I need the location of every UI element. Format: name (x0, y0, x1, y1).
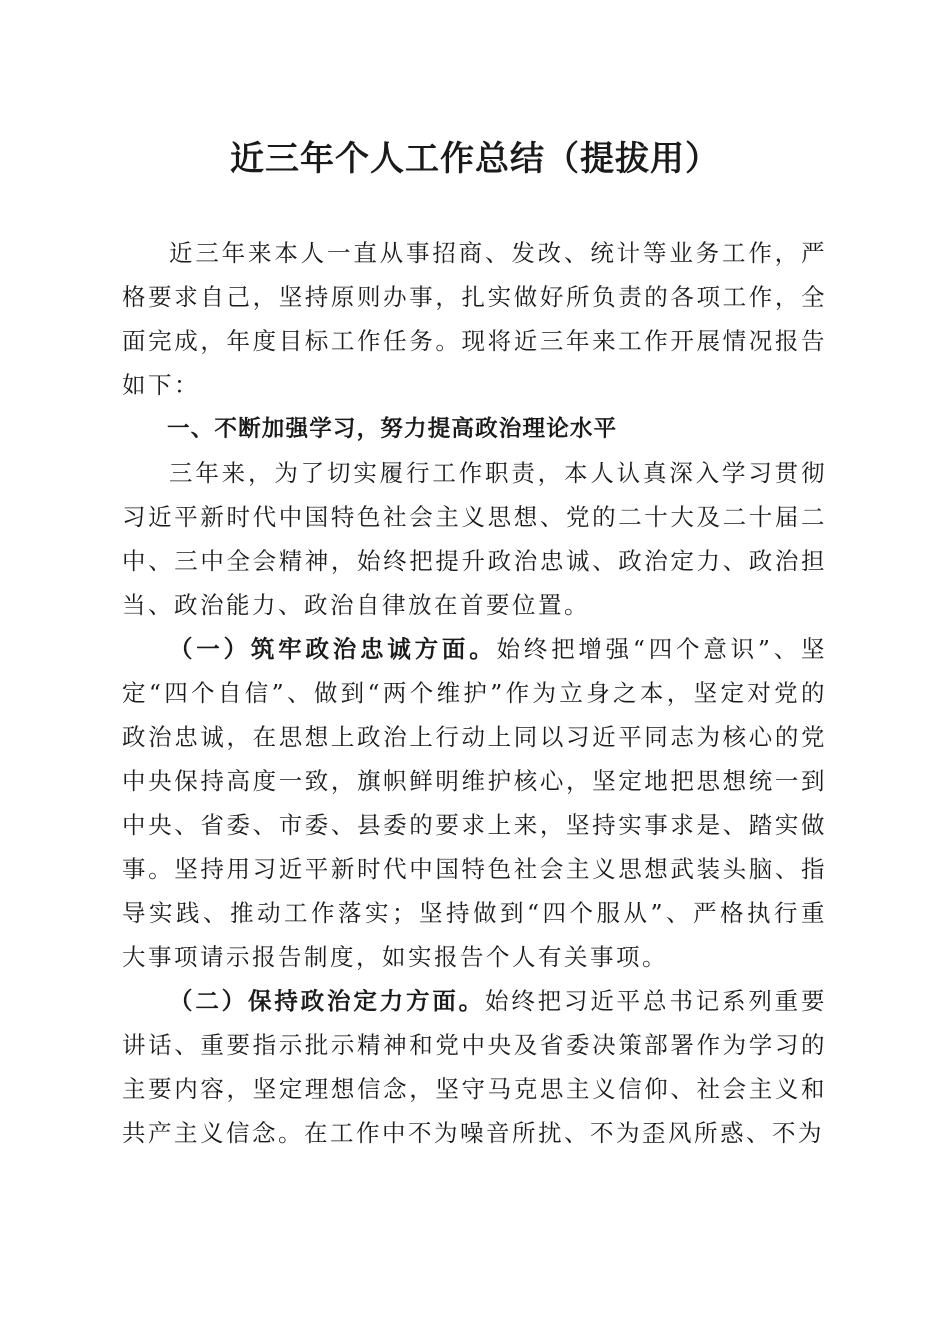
intro-paragraph: 近三年来本人一直从事招商、发改、统计等业务工作，严格要求自己，坚持原则办事，扎实做好所负责的各项工作，全面完成，年度目标工作任务。现将近三年来工作开展情况报告如下： (122, 239, 827, 399)
document-title: 近三年个人工作总结（提拔用） (230, 139, 720, 179)
subsection-paragraph-2 (122, 979, 827, 1155)
subsection-text-1: 始终把增强“四个意识”、坚定“四个自信”、做到“两个维护”作为立身之本，坚定对党的政治忠诚，在思想上政治上行动上同以习近平同志为核心的党中央保持高度一致，旗帜鲜明维护核心，坚定地把思想统一到中央、省委、市委、县委的要求上来，坚持实事求是、踏实做事。坚持用习近平新时代中国特色社会主义思想武装头脑、指导实践、推动工作落实；坚持做到“四个服从”、严格执行重大事项请示报告制度，如实报告个人有关事项。 (122, 635, 827, 971)
subsection-text-2: 始终把习近平总书记系列重要讲话、重要指示批示精神和党中央及省委决策部署作为学习的主要内容，坚定理想信念，坚守马克思主义信仰、社会主义和共产主义信念。在工作中不为噪音所扰、不为歪风所惑、不为 (122, 987, 827, 1147)
subsection-lead-2: （二）保持政治定力方面。 (169, 987, 485, 1015)
subsection-paragraph-1 (122, 627, 827, 979)
document-body (122, 231, 827, 1155)
subsection-lead-1: （一）筑牢政治忠诚方面。 (169, 635, 497, 663)
section-heading: 一、不断加强学习，努力提高政治理论水平 (167, 416, 618, 442)
section-paragraph: 三年来，为了切实履行工作职责，本人认真深入学习贯彻习近平新时代中国特色社会主义思想、党的二十大及二十届二中、三中全会精神，始终把提升政治忠诚、政治定力、政治担当、政治能力、政治自律放在首要位置。 (122, 459, 827, 619)
